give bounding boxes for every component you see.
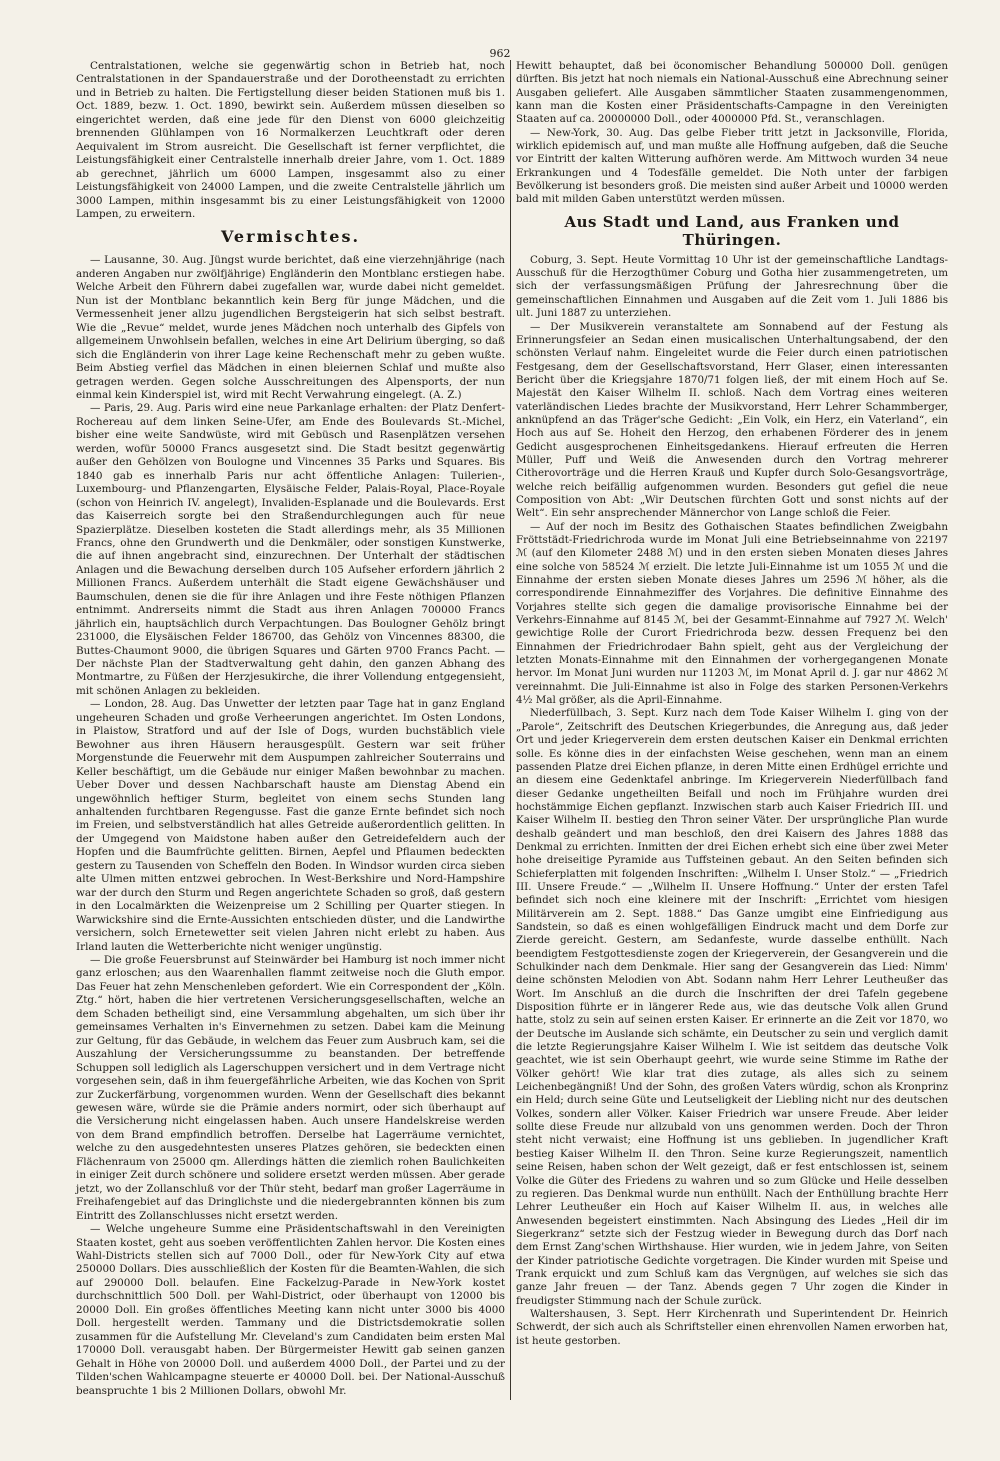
article-coburg: Coburg, 3. Sept. Heute Vormittag 10 Uhr ist der gemeinschaftliche Landtags-Ausschuß für die Herzogthümer Coburg und Gotha hier zusammengetreten, um sich der verfassungsmäßigen Prüfung der Jahresrechnung über die gemeinschaftlichen Einnahmen und Ausgaben auf die Zeit vom 1. Juli 1886 bis ult. Juni 1887 zu unterziehen.: [516, 253, 948, 320]
column-divider: [510, 60, 511, 1400]
article-us-election-cont: Hewitt behauptet, daß bei öconomischer Behandlung 500000 Doll. genügen dürften. Bis jetzt hat noch niemals ein National-Ausschuß eine Abrechnung seiner Ausgaben geliefert. Alle Ausgaben sämmtlicher Staaten zusammengenommen, kann man die Kosten einer Präsidentschafts-Campagne in den Vereinigten Staaten auf ca. 20000000 Doll., oder 4000000 Pfd. St., veranschlagen.: [516, 60, 948, 126]
article-waltershausen: Waltershausen, 3. Sept. Herr Kirchenrath und Superintendent Dr. Heinrich Schwerdt, der sich auch als Schriftsteller einen ehrenvollen Namen erworben hat, ist heute gestorben.: [516, 1307, 948, 1347]
article-zweigbahn: — Auf der noch im Besitz des Gothaischen Staates befindlichen Zweigbahn Fröttstädt-Friedrichroda wurde im Monat Juli eine Betriebseinnahme von 22197 ℳ (auf den Kilometer 2488 ℳ) und in den ersten sieben Monaten dieses Jahres eine solche von 58524 ℳ erzielt. Die letzte Juli-Einnahme ist um 1055 ℳ und die Einnahme der ersten sieben Monate dieses Jahres um 2596 ℳ höher, als die correspondirende Einnahmeziffer des Vorjahres. Die definitive Einnahme des Vorjahres stellte sich gegen die damalige provisorische Einnahme bei der Verkehrs-Einnahme auf 8145 ℳ, bei der Gesammt-Einnahme auf 7927 ℳ. Welch' gewichtige Rolle der Curort Friedrichroda bezw. dessen Frequenz bei den Einnahmen der Friedrichrodaer Bahn spielt, geht aus der Vergleichung der letzten Monats-Einnahme mit den Einnahmen der vorhergegangenen Monate hervor. Im Monat Juni wurden nur 11203 ℳ, im Monat April d. J. gar nur 4862 ℳ vereinnahmt. Die Juli-Einnahme ist also in Folge des starken Personen-Verkehrs 4½ Mal größer, als die April-Einnahme.: [516, 520, 948, 707]
article-paris: — Paris, 29. Aug. Paris wird eine neue Parkanlage erhalten: der Platz Denfert-Rochereau auf dem linken Seine-Ufer, am Ende des Boulevards St.-Michel, bisher eine weite Sandwüste, wird mit Gebüsch und Rasenplätzen versehen werden, wofür 50000 Francs ausgesetzt sind. Die Stadt besitzt gegenwärtig außer den Gehölzen von Boulogne und Vincennes 35 Parks und Squares. Bis 1840 gab es innerhalb Paris nur acht öffentliche Anlagen: Tuilerien-, Luxembourg- und Pflanzengarten, Elysäische Felder, Palais-Royal, Place-Royale (schon von Heinrich IV. angelegt), Invaliden-Esplanade und die Boulevards. Erst das Kaiserreich sorgte bei den Straßendurchlegungen auch für neue Spazierplätze. Dieselben kosteten die Stadt allerdings mehr, als 35 Millionen Francs, ohne den Grundwerth und die Denkmäler, oder sonstigen Kunstwerke, die auf ihnen angebracht sind, einzurechnen. Der Unterhalt der städtischen Anlagen und die Bewachung derselben durch 105 Aufseher erfordern jährlich 2 Millionen Francs. Außerdem unterhält die Stadt eigene Gewächshäuser und Baumschulen, denen sie die für ihre Anlagen und ihre Feste nöthigen Pflanzen entnimmt. Andrerseits nimmt die Stadt aus ihren Anlagen 700000 Francs jährlich ein, hauptsächlich durch Verpachtungen. Das Boulogner Gehölz bringt 231000, die Elysäischen Felder 186700, das Gehölz von Vincennes 88300, die Buttes-Chaumont 9000, die übrigen Squares und Gärten 9700 Francs Pacht. — Der nächste Plan der Stadtverwaltung geht dahin, den ganzen Abhang des Montmartre, zu Füßen der Herzjesukirche, die ihrer Vollendung entgegensieht, mit schönen Anlagen zu bekleiden.: [76, 402, 505, 697]
article-hamburg-fire: — Die große Feuersbrunst auf Steinwärder bei Hamburg ist noch immer nicht ganz erloschen; aus den Waarenhallen flammt zeitweise noch die Gluth empor. Das Feuer hat zehn Menschenleben gefordert. Wie ein Correspondent der „Köln. Ztg.“ hört, haben die hier vertretenen Versicherungsgesellschaften, welche an dem Schaden betheiligt sind, eine Versammlung abgehalten, um sich über ihr gemeinsames Verhalten in's Einvernehmen zu setzen. Dabei kam die Meinung zur Geltung, für das Gebäude, in welchem das Feuer zum Ausbruch kam, sei die Auszahlung der Versicherungssumme zu beanstanden. Der betreffende Schuppen soll lediglich als Lagerschuppen versichert und in dem Vertrage nicht vorgesehen sein, daß in ihm feuergefährliche Arbeiten, wie das Kochen von Sprit zur Zuckerfärbung, vorgenommen wurden. Wenn der Gesellschaft dies bekannt gewesen wäre, würde sie die Prämie anders normirt, oder sich überhaupt auf die Versicherung nicht eingelassen haben. Auch unsere Handelskreise werden von dem Brand empfindlich betroffen. Derselbe hat Lagerräume vernichtet, welche zu den ausgedehntesten unseres Platzes gehören, sie bedeckten einen Flächenraum von 25000 qm. Allerdings hätten die ziemlich rohen Baulichkeiten in einiger Zeit durch schönere und solidere ersetzt werden müssen. Aber gerade jetzt, wo der Zollanschluß vor der Thür steht, bedarf man großer Lagerräume in Freihafengebiet auf das Dringlichste und die niedergebrannten können bis zum Eintritt des Zollanschlusses nicht ersetzt werden.: [76, 954, 505, 1222]
article-london: — London, 28. Aug. Das Unwetter der letzten paar Tage hat in ganz England ungeheuren Schaden und große Verheerungen angerichtet. Im Osten Londons, in Plaistow, Stratford und auf der Isle of Dogs, wurden buchstäblich viele Bewohner aus ihren Häusern herausgespült. Gestern war seit früher Morgenstunde die Feuerwehr mit dem Auspumpen zahlreicher Souterrains und Keller beschäftigt, um die Gebäude nur einiger Maßen bewohnbar zu machen. Ueber Dover und dessen Nachbarschaft hauste am Dienstag Abend ein ungewöhnlich heftiger Sturm, begleitet von einem sechs Stunden lang anhaltenden furchtbaren Regengusse. Fast die ganze Ernte befindet sich noch im Freien, und selbstverständlich hat alles Getreide außerordentlich gelitten. In der Umgegend von Maidstone haben außer den Getreidefeldern auch der Hopfen und die Baumfrüchte gelitten. Birnen, Aepfel und Pflaumen bedeckten gestern zu Tausenden von Scheffeln den Boden. In Windsor wurden circa sieben alte Ulmen mitten entzwei gebrochen. In West-Berkshire und Nord-Hampshire war der durch den Sturm und Regen angerichtete Schaden so groß, daß gestern in den Localmärkten die Weizenpreise um 2 Schilling per Quarter stiegen. In Warwickshire sind die Ernte-Aussichten entschieden düster, und die Landwirthe versichern, solch Ernetewetter seit vielen Jahren nicht erlebt zu haben. Aus Irland lauten die Wetterberichte nicht weniger ungünstig.: [76, 698, 505, 953]
article-newyork: — New-York, 30. Aug. Das gelbe Fieber tritt jetzt in Jacksonville, Florida, wirklich epidemisch auf, und man mußte alle Hoffnung aufgeben, daß die Seuche vor Eintritt der kalten Witterung aufhören werde. Am Mittwoch wurden 34 neue Erkrankungen und 4 Todesfälle gemeldet. Die Noth unter der farbigen Bevölkerung ist besonders groß. Die meisten sind außer Arbeit und 10000 werden bald mit milden Gaben unterstützt werden müssen.: [516, 126, 948, 206]
article-niederfuellbach: Niederfüllbach, 3. Sept. Kurz nach dem Tode Kaiser Wilhelm I. ging von der „Parole“, Zeitschrift des Deutschen Kriegerbundes, die Anregung aus, daß jeder Ort und jeder Kriegerverein dem ersten deutschen Kaiser ein Denkmal errichten solle. Es könne dies in der einfachsten Weise geschehen, wenn man an einem passenden Platze drei Eichen pflanze, in deren Mitte einen Erdhügel errichte und an diesem eine Gedenktafel anbringe. Im Kriegerverein Niederfüllbach fand dieser Gedanke ungetheilten Beifall und noch im Frühjahre wurden drei hochstämmige Eichen gepflanzt. Inzwischen starb auch Kaiser Friedrich III. und Kaiser Wilhelm II. bestieg den Thron seiner Väter. Der ursprüngliche Plan wurde deshalb geändert und man beschloß, den drei Kaisern des Jahres 1888 das Denkmal zu errichten. Inmitten der drei Eichen erhebt sich eine über zwei Meter hohe dreiseitige Pyramide aus Tuffsteinen gebaut. An den Seiten befinden sich Schieferplatten mit folgenden Inschriften: „Wilhelm I. Unser Stolz.“ — „Friedrich III. Unsere Freude.“ — „Wilhelm II. Unsere Hoffnung.“ Unter der ersten Tafel befindet sich noch eine kleinere mit der Inschrift: „Errichtet vom hiesigen Militärverein am 2. Sept. 1888.“ Das Ganze umgibt eine Einfriedigung aus Sandstein, so daß es einen wohlgefälligen Eindruck macht und dem Dorfe zur Zierde gereicht. Gestern, am Sedanfeste, wurde dasselbe enthüllt. Nach beendigtem Festgottesdienste zogen der Kriegerverein, der Gesangverein und die Schulkinder nach dem Denkmale. Hier sang der Gesangverein das Lied: Nimm' deine schönsten Melodien von Abt. Sodann nahm Herr Lehrer Leutheußer das Wort. Im Anschluß an die durch die Inschriften der drei Tafeln gegebene Disposition führte er in längerer Rede aus, wie das deutsche Volk allen Grund hatte, stolz zu sein auf seinen ersten Kaiser. Er erinnerte an die Zeit vor 1870, wo der Deutsche im Auslande sich schämte, ein Deutscher zu sein und verglich damit die letzte Regierungsjahre Kaiser Wilhelm I. Wie ist seitdem das deutsche Volk geachtet, wie ist sein Oberhaupt geehrt, wie wurde seine Stimme im Rathe der Völker gehört! Wie klar trat dies zutage, als alles sich zu seinem Leichenbegängniß! Und der Sohn, des großen Vaters würdig, schon als Kronprinz ein Held; durch seine Güte und Leutseligkeit der Liebling nicht nur des deutschen Volkes, sondern aller Völker. Kaiser Friedrich war unsere Freude. Aber leider sollte diese Freude nur allzubald von uns genommen werden. Doch der Thron steht nicht verwaist; eine Hoffnung ist uns geblieben. In jugendlicher Kraft bestieg Kaiser Wilhelm II. den Thron. Seine kurze Regierungszeit, namentlich seine Reisen, haben schon der Welt gezeigt, daß er fest entschlossen ist, seinem Volke die Güter des Friedens zu wahren und so zum Glücke und Heile desselben zu regieren. Das Denkmal wurde nun enthüllt. Nach der Enthüllung brachte Herr Lehrer Leutheußer ein Hoch auf Kaiser Wilhelm II. aus, in welches alle Anwesenden begeistert einstimmten. Nach Absingung des Liedes „Heil dir im Siegerkranz“ setzte sich der Festzug wieder in Bewegung durch das Dorf nach dem Ernst Zang'schen Wirthshause. Hier wurden, wie in jedem Jahre, von Seiten der Kinder patriotische Gedichte vorgetragen. Die Kinder wurden mit Speise und Trank erquickt und zum Schluß kam das Vergnügen, auf welches sie sich das ganze Jahr freuen — der Tanz. Abends gegen 7 Uhr zogen die Kinder in freudigster Stimmung nach der Schule zurück.: [516, 707, 948, 1307]
article-us-election: — Welche ungeheure Summe eine Präsidentschaftswahl in den Vereinigten Staaten kostet, geht aus soeben veröffentlichten Zahlen hervor. Die Kosten eines Wahl-Districts stellen sich auf 7000 Doll., oder für New-York City auf etwa 250000 Dollars. Dies ausschließlich der Kosten für die Beamten-Wahlen, die sich auf 290000 Doll. belaufen. Eine Fackelzug-Parade in New-York kostet durchschnittlich 500 Doll. per Wahl-District, oder überhaupt von 12000 bis 20000 Doll. Ein großes öffentliches Meeting kann nicht unter 3000 bis 4000 Doll. hergestellt werden. Tammany und die Districtsdemokratie sollen zusammen für die Aufstellung Mr. Cleveland's zum Candidaten beim ersten Mal 170000 Doll. verausgabt haben. Der Bürgermeister Hewitt gab seinen ganzen Gehalt in Höhe von 20000 Doll. und außerdem 4000 Doll., der Partei und zu der Tilden'schen Wahlcampagne steuerte er 40000 Doll. bei. Der National-Ausschuß beanspruchte 1 bis 2 Millionen Dollars, obwohl Mr.: [76, 1223, 505, 1397]
section-heading-vermischtes: Vermischtes.: [220, 227, 361, 247]
article-musikverein: — Der Musikverein veranstaltete am Sonnabend auf der Festung als Erinnerungsfeier an Sedan einen musicalischen Unterhaltungsabend, der den schönsten Verlauf nahm. Eingeleitet wurde die Feier durch einen patriotischen Festgesang, dem der Gesellschaftsvorstand, Herr Glaser, einen interessanten Bericht über die Kriegsjahre 1870/71 folgen ließ, der mit einem Hoch auf Se. Majestät den Kaiser Wilhelm II. schloß. Nach dem Vortrag eines weiteren vaterländischen Liedes brachte der Musikvorstand, Herr Lehrer Schammberger, anknüpfend an das Träger'sche Gedicht: „Ein Volk, ein Herz, ein Vaterland“, ein Hoch aus auf Se. Hoheit den Herzog, den erhabenen Förderer des in jenem Gedicht ausgesprochenen Einheitsgedankens. Hierauf erfreuten die Herren Müller, Puff und Weiß die Anwesenden durch den Vortrag mehrerer Citherovorträge und die Herren Krauß und Kupfer durch Solo-Gesangsvorträge, welche reich beifällig aufgenommen wurden. Besonders gut gefiel die neue Composition von Abt: „Wir Deutschen fürchten Gott und sonst nichts auf der Welt“. Ein sehr ansprechender Männerchor von Lange schloß die Feier.: [516, 320, 948, 520]
right-column: [516, 60, 948, 1370]
section-heading-stadt-und-land: Aus Stadt und Land, aus Franken und Thüringen.: [564, 212, 900, 249]
page-number: 962: [489, 47, 511, 60]
article-berlin-electric: Centralstationen, welche sie gegenwärtig schon in Betrieb hat, noch Centralstationen in der Spandauerstraße und der Dorotheenstadt zu errichten und in Betrieb zu halten. Die Fertigstellung dieser beiden Stationen muß bis 1. Oct. 1889, bezw. 1. Oct. 1890, bewirkt sein. Außerdem müssen dieselben so eingerichtet werden, daß eine jede für den Dienst von 6000 gleichzeitig brennenden Glühlampen von 16 Normalkerzen Leuchtkraft oder deren Aequivalent im Strom ausreicht. Die Gesellschaft ist ferner verpflichtet, die Leistungsfähigkeit einer Centralstelle innerhalb dreier Jahre, vom 1. Oct. 1889 ab gerechnet, jährlich um 6000 Lampen, insgesammt also zu einer Leistungsfähigkeit von 24000 Lampen, und die zweite Centralstelle jährlich um 3000 Lampen, mithin insgesammt bis zu einer Leistungsfähigkeit von 12000 Lampen, zu erweitern.: [76, 60, 505, 220]
left-column: [76, 60, 505, 1400]
article-lausanne: — Lausanne, 30. Aug. Jüngst wurde berichtet, daß eine vierzehnjährige (nach anderen Angaben nur zwölfjährige) Engländerin den Montblanc erstiegen habe. Welche Arbeit den Führern dabei zugefallen war, wurde dabei nicht gemeldet. Nun ist der Montblanc bekanntlich kein Berg für junge Mädchen, und die Vermessenheit jener allzu jugendlichen Bergsteigerin hat sich selbst bestraft. Wie die „Revue“ meldet, wurde jenes Mädchen noch unterhalb des Gipfels von allgemeinem Unwohlsein befallen, welches in eine Art Delirium überging, so daß sich die Engländerin von ihrer Lage keine Rechenschaft mehr zu geben wußte. Beim Abstieg verfiel das Mädchen in einen bleiernen Schlaf und mußte also getragen werden. Gegen solche Ausschreitungen des Alpensports, der nun einmal kein Kinderspiel ist, wird mit Recht Verwahrung eingelegt. (A. Z.): [76, 254, 505, 401]
